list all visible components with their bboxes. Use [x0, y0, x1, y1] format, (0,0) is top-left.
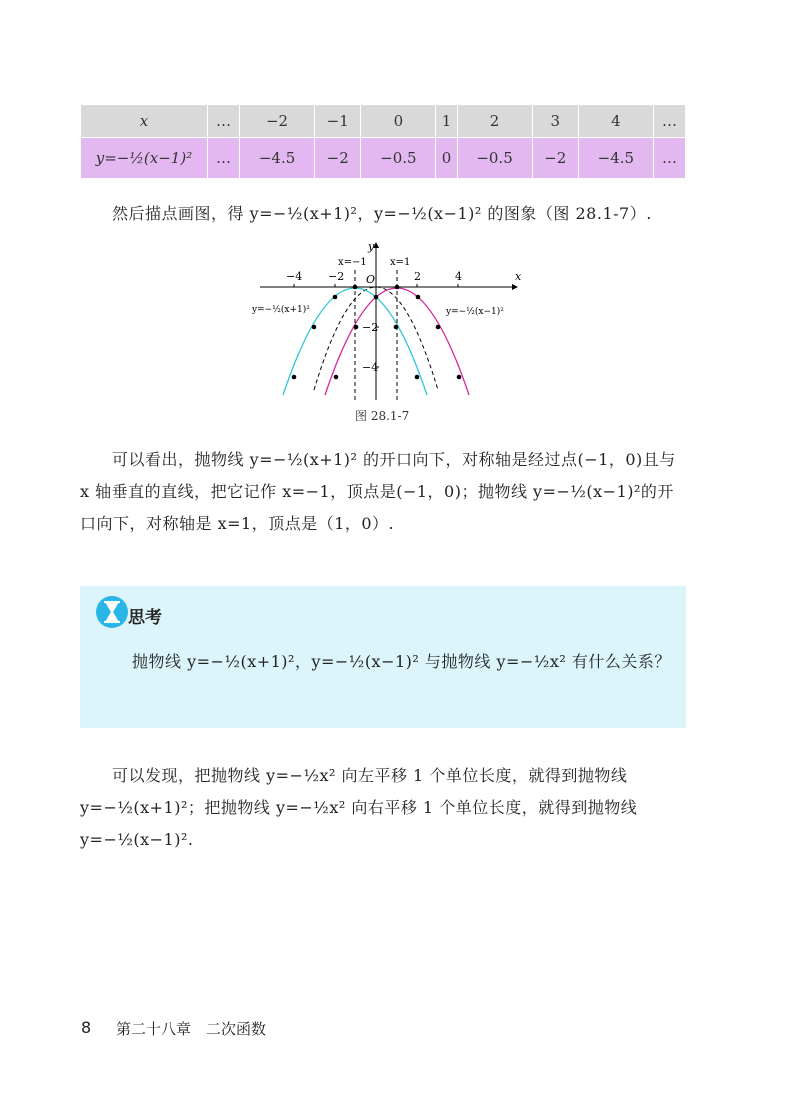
table-cell: −1 — [315, 105, 361, 138]
x-tick-label: 2 — [414, 270, 421, 283]
point — [457, 375, 462, 380]
paragraph-observation: 可以看出，抛物线 y=−½(x+1)² 的开口向下，对称轴是经过点(−1，0)且与 x 轴垂直的直线，把它记作 x=−1，顶点是(−1，0)；抛物线 y=−½(x−1)²的开口向下，对称轴是 x=1，顶点是（1，0）. — [80, 450, 676, 533]
x-axis-label: x — [515, 270, 522, 283]
point — [333, 295, 338, 300]
table-cell: −2 — [315, 138, 361, 179]
point — [353, 285, 358, 290]
y-tick-label: −4 — [362, 361, 379, 374]
value-table — [80, 104, 686, 179]
paragraph-conclusion: 可以发现，把抛物线 y=−½x² 向左平移 1 个单位长度，就得到抛物线 y=−½(x+1)²；把抛物线 y=−½x² 向右平移 1 个单位长度，就得到抛物线 y=−½(x−1)². — [80, 766, 638, 849]
point — [312, 325, 317, 330]
table-cell: … — [653, 138, 685, 179]
table-cell: −2 — [240, 105, 315, 138]
table-cell: −0.5 — [457, 138, 532, 179]
point — [436, 325, 441, 330]
paragraph-plot-intro: 然后描点画图，得 y=−½(x+1)²，y=−½(x−1)² 的图象（图 28.1-7）. — [112, 204, 652, 223]
table-cell: −0.5 — [361, 138, 436, 179]
page-number: 8 — [81, 1018, 92, 1037]
label-x-1: x=1 — [390, 257, 411, 268]
table-cell: −4.5 — [578, 138, 653, 179]
table-cell: 3 — [532, 105, 578, 138]
point — [394, 325, 399, 330]
x-tick-label: −4 — [286, 270, 303, 283]
table-cell: 0 — [436, 138, 457, 179]
point — [334, 375, 339, 380]
table-cell: 2 — [457, 105, 532, 138]
label-left-curve: y=−½(x+1)² — [252, 305, 310, 315]
x-tick-label: 4 — [455, 270, 462, 283]
table-cell: … — [208, 105, 240, 138]
figure-caption: 图 28.1-7 — [355, 409, 410, 423]
parabola-figure — [250, 240, 520, 405]
chapter-title: 第二十八章 二次函数 — [116, 1020, 267, 1038]
table-row-label: y=−½(x−1)² — [81, 138, 208, 179]
table-cell: −4.5 — [240, 138, 315, 179]
table-cell: … — [208, 138, 240, 179]
point — [354, 325, 359, 330]
point — [395, 285, 400, 290]
table-row-y — [81, 138, 686, 179]
point — [292, 375, 297, 380]
table-cell: … — [653, 105, 685, 138]
think-title: 思考 — [128, 608, 162, 628]
point — [374, 295, 379, 300]
point — [416, 295, 421, 300]
y-axis-label: y — [368, 240, 375, 253]
origin-label: O — [366, 273, 376, 286]
table-row-x — [81, 105, 686, 138]
table-cell: 0 — [361, 105, 436, 138]
table-cell: x — [81, 105, 208, 138]
table-cell: 1 — [436, 105, 457, 138]
hourglass-icon — [95, 594, 129, 630]
x-axis-arrow-icon — [512, 284, 518, 290]
label-x-minus-1: x=−1 — [338, 257, 367, 268]
label-right-curve: y=−½(x−1)² — [446, 307, 504, 317]
table-cell: 4 — [578, 105, 653, 138]
think-question: 抛物线 y=−½(x+1)²，y=−½(x−1)² 与抛物线 y=−½x² 有什么关系？ — [132, 652, 671, 671]
y-tick-label: −2 — [362, 321, 379, 334]
point — [415, 375, 420, 380]
table-cell: −2 — [532, 138, 578, 179]
x-tick-label: −2 — [328, 270, 345, 283]
